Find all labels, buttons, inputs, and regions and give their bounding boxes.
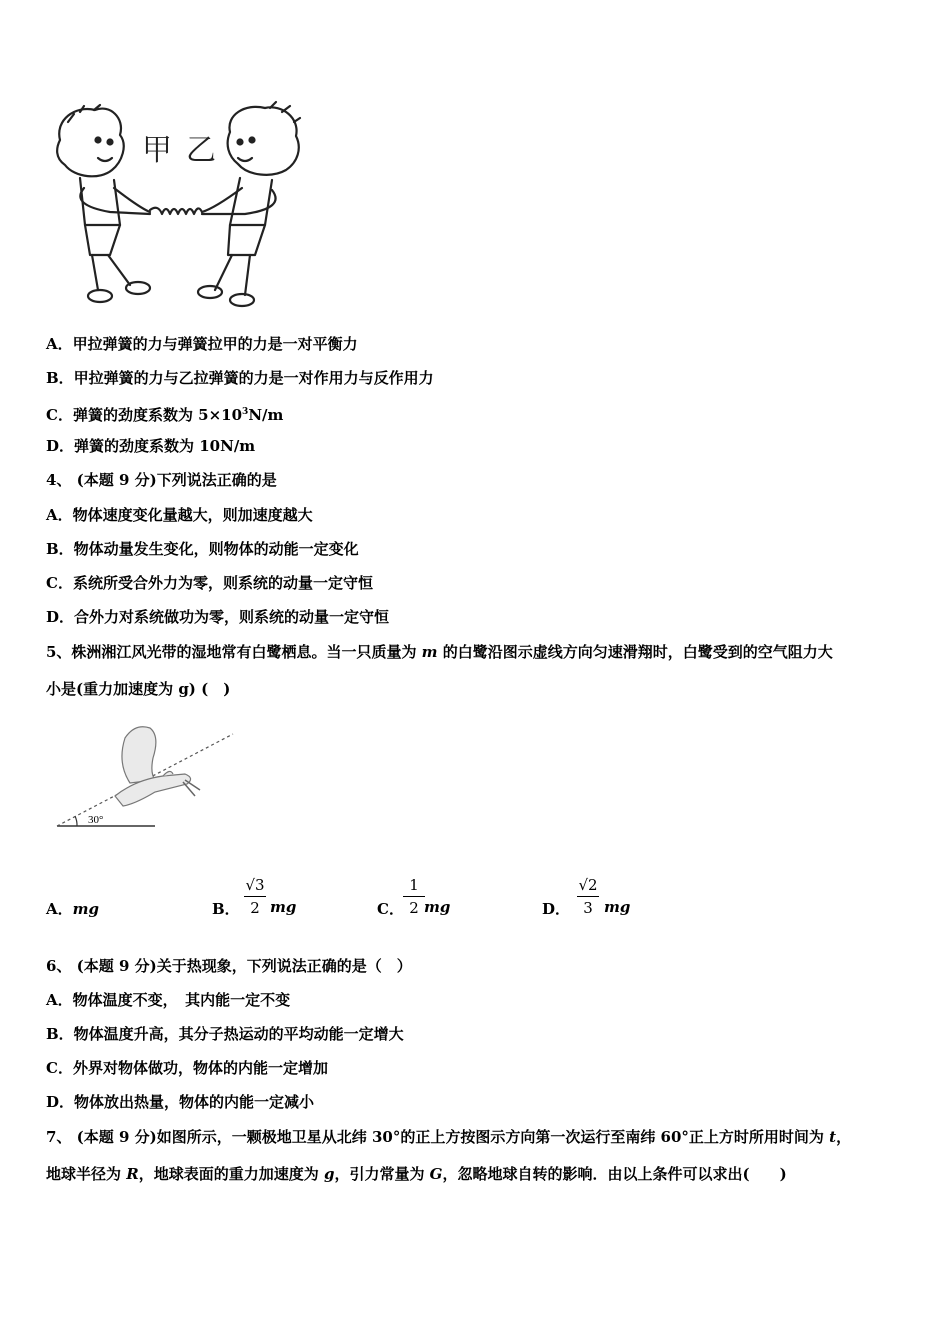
q5-stem-b: 的白鹭沿图示虚线方向匀速滑翔时，白鹭受到的空气阻力大 xyxy=(437,643,833,661)
q6-option-b: B．物体温度升高，其分子热运动的平均动能一定增大 xyxy=(46,1025,404,1043)
q5-option-a-mg: mg xyxy=(72,900,100,918)
q3-option-c-text: C．弹簧的劲度系数为 5×10 xyxy=(46,406,243,424)
q7-var-t: t xyxy=(829,1128,837,1146)
q5-stem-line2: 小是(重力加速度为 g) ( ) xyxy=(46,680,231,698)
q3-option-c-unit: N/m xyxy=(248,406,284,424)
q5-option-b-num: √3 xyxy=(245,876,265,894)
q4-option-a: A．物体速度变化量越大，则加速度越大 xyxy=(46,506,313,524)
angle-label: 30° xyxy=(88,814,104,826)
q4-option-c: C．系统所受合外力为零，则系统的动量一定守恒 xyxy=(46,574,373,592)
egret-figure xyxy=(55,718,240,833)
q6-option-c: C．外界对物体做功，物体的内能一定增加 xyxy=(46,1059,328,1077)
q7-var-R: R xyxy=(126,1165,139,1183)
q6-option-d: D．物体放出热量，物体的内能一定减小 xyxy=(46,1093,315,1111)
label-yi: 乙 xyxy=(186,133,216,168)
q5-option-d-label: D． xyxy=(542,900,571,918)
q5-option-b-label: B． xyxy=(212,900,240,918)
q5-option-b-mg: mg xyxy=(270,898,297,916)
q5-option-b-fraction xyxy=(240,874,270,919)
q7-var-G: G xyxy=(429,1165,443,1183)
label-jia: 甲 xyxy=(142,133,172,168)
q5-option-d-num: √2 xyxy=(578,876,598,894)
q5-option-c-label: C． xyxy=(377,900,404,918)
q5-option-d-mg: mg xyxy=(604,898,631,916)
two-boys-spring-figure xyxy=(50,100,310,312)
q4-option-d: D．合外力对系统做功为零，则系统的动量一定守恒 xyxy=(46,608,390,626)
q7-var-g: g xyxy=(323,1165,335,1183)
q3-option-d: D．弹簧的劲度系数为 10N/m xyxy=(46,437,256,455)
q5-option-b-den: 2 xyxy=(250,899,260,917)
q5-option-c-den: 2 xyxy=(409,899,419,917)
q3-option-b: B．甲拉弹簧的力与乙拉弹簧的力是一对作用力与反作用力 xyxy=(46,369,434,387)
q4-option-b: B．物体动量发生变化，则物体的动能一定变化 xyxy=(46,540,359,558)
q5-option-c-mg: mg xyxy=(424,898,451,916)
q6-stem: 6、 (本题 9 分)关于热现象，下列说法正确的是（ ） xyxy=(46,957,412,975)
q5-option-a xyxy=(46,898,99,919)
q3-option-a: A．甲拉弹簧的力与弹簧拉甲的力是一对平衡力 xyxy=(46,335,358,353)
q5-option-d-den: 3 xyxy=(583,899,593,917)
q3-option-c xyxy=(46,402,283,425)
q5-stem-line1 xyxy=(46,642,833,662)
q5-stem-a: 5、株洲湘江风光带的湿地常有白鹭栖息。当一只质量为 xyxy=(46,643,422,661)
q7-stem-line2: 地球半径为 R，地球表面的重力加速度为 g，引力常量为 G，忽略地球自转的影响．由以上条件可以求出( ) xyxy=(46,1165,787,1183)
q5-option-c-num: 1 xyxy=(409,876,419,894)
q6-option-a: A．物体温度不变， 其内能一定不变 xyxy=(46,991,291,1009)
q5-option-a-label: A． xyxy=(46,900,73,918)
q3-option-c-sup: 3 xyxy=(242,407,249,417)
q7-stem-line1: 7、 (本题 9 分)如图所示，一颗极地卫星从北纬 30°的正上方按图示方向第一次运行至南纬 60°正上方时所用时间为 t， xyxy=(46,1128,852,1146)
q5-var-m: m xyxy=(421,643,438,661)
q4-stem: 4、 (本题 9 分)下列说法正确的是 xyxy=(46,471,277,489)
q5-option-d-fraction xyxy=(573,874,603,919)
